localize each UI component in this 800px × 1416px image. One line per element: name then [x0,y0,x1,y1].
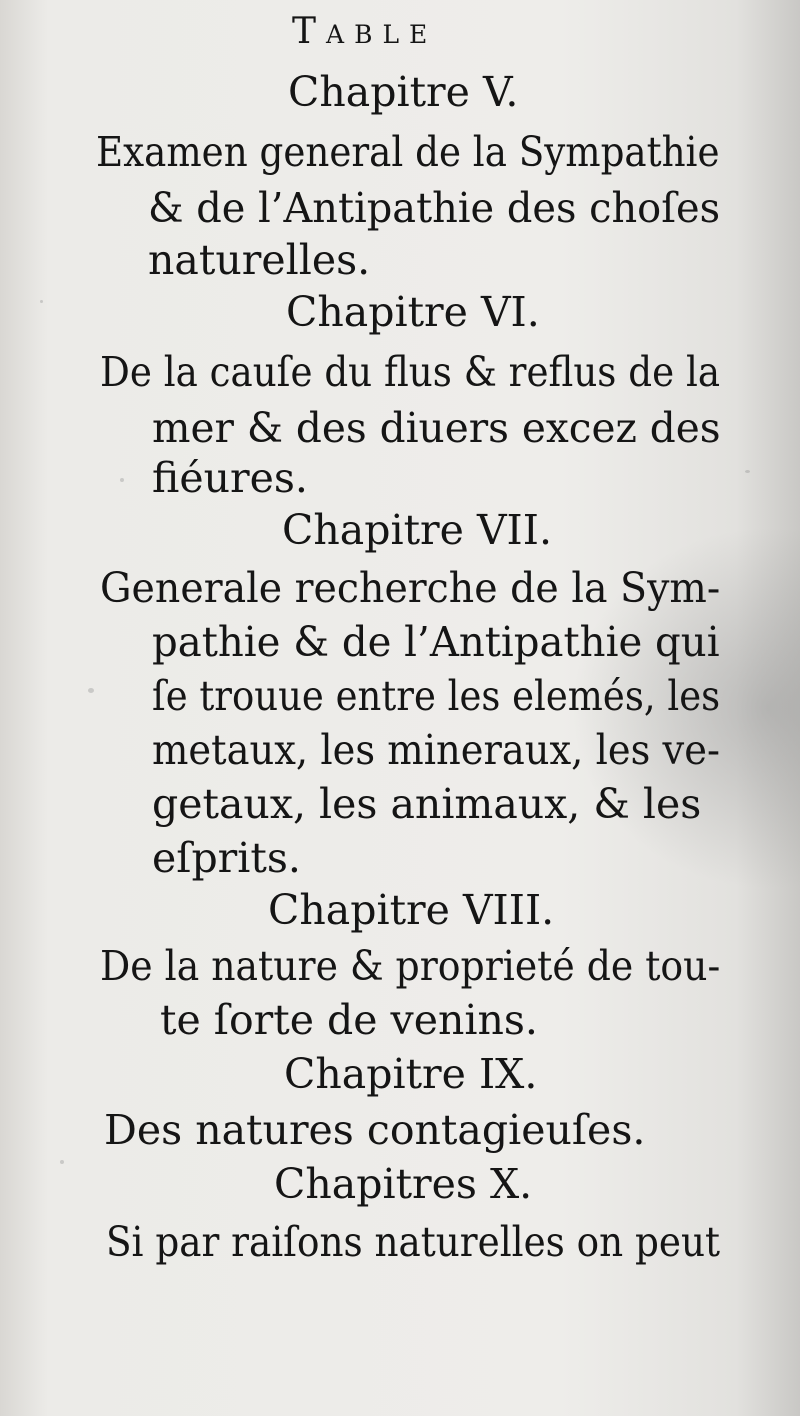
paper-speck [60,1160,64,1164]
chapter-text-line: eſprits. [152,834,301,882]
chapter-text-line: Generale recherche de la Sym- [100,564,721,612]
chapter-text-line: getaux, les animaux, & les [152,780,702,828]
chapter-text-line: Des natures contagieuſes. [104,1106,646,1154]
chapter-heading: Chapitre VI. [286,288,540,336]
chapter-text-line: pathie & de l’Antipathie qui [152,618,720,666]
paper-speck [88,688,94,693]
paper-speck [40,300,43,303]
chapter-text-line: metaux, les mineraux, les ve- [152,726,720,774]
chapter-text-line: De la nature & proprieté de tou- [100,942,721,990]
chapter-text-line: ſe trouue entre les elemés, les [152,672,721,720]
paper-speck [745,470,750,473]
chapter-text-line: mer & des diuers excez des [152,404,721,452]
chapter-heading: Chapitre VII. [282,506,552,554]
chapter-text-line: Si par raiſons naturelles on peut [106,1218,720,1266]
paper-speck [120,478,124,482]
chapter-heading: Chapitre V. [288,68,519,116]
chapter-text-line: te ſorte de venins. [160,996,538,1044]
running-head: Table [292,11,438,52]
chapter-text-line: De la cauſe du flus & reflus de la [100,348,721,396]
chapter-text-line: Examen general de la Sympathie [96,128,720,176]
chapter-heading: Chapitre IX. [284,1050,538,1098]
chapter-text-line: & de l’Antipathie des choſes [148,184,721,232]
chapter-text-line: fiéures. [152,454,308,502]
chapter-heading: Chapitres X. [274,1160,533,1208]
chapter-text-line: naturelles. [148,236,371,284]
chapter-heading: Chapitre VIII. [268,886,555,934]
